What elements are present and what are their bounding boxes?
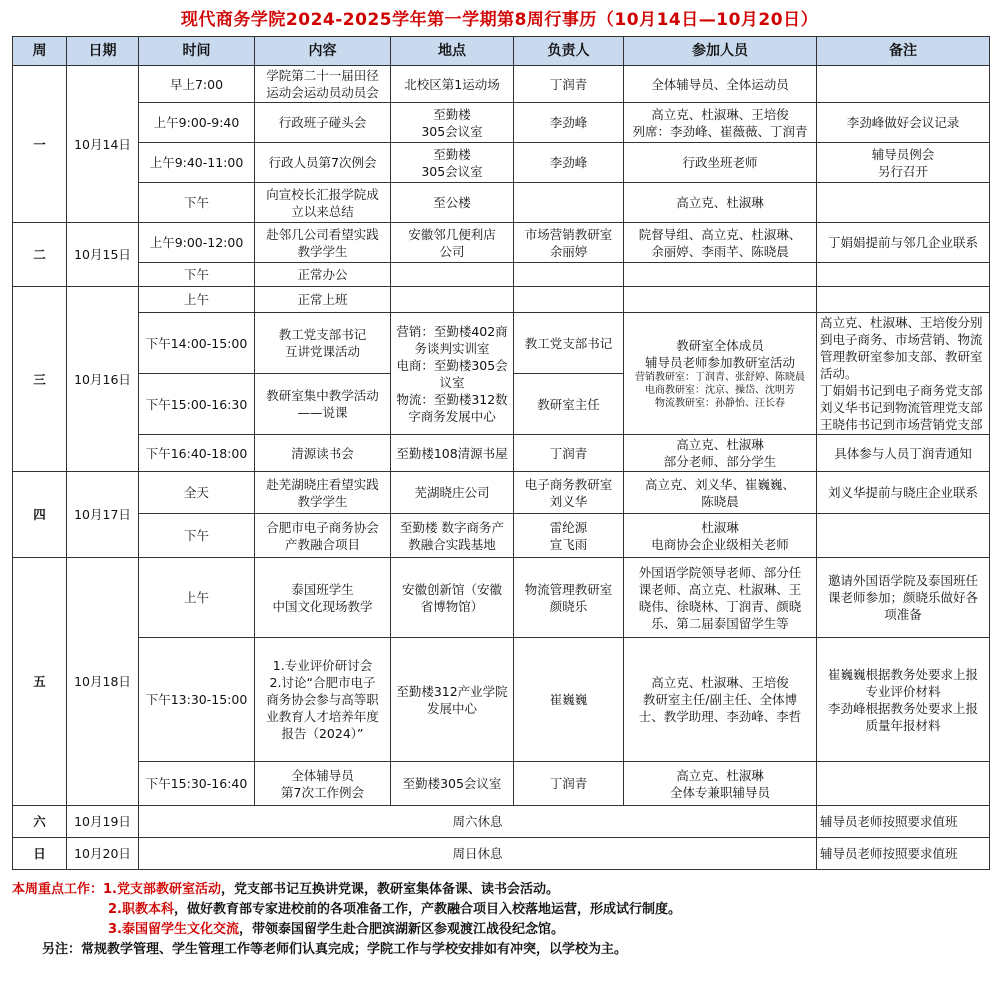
attendees-cell-line: 晓伟、徐晓林、丁润青、颜晓 xyxy=(638,598,802,614)
owner-cell-line: 刘义华 xyxy=(549,493,588,509)
owner-cell xyxy=(514,103,624,143)
content-cell xyxy=(255,374,391,435)
location-cell xyxy=(391,263,514,287)
content-cell-line: 合肥市电子商务协会 xyxy=(266,519,379,535)
location-cell-line: 至勤楼108清源书屋 xyxy=(396,445,508,461)
footer-notes xyxy=(12,880,989,960)
note-cell-line: 高立克、杜淑琳、王培俊分别到电子商务、市场营销、物流管理教研室参加支部、教研室活动。 xyxy=(820,315,983,381)
content-cell xyxy=(255,762,391,806)
content-cell-line: 教学学生 xyxy=(297,493,348,509)
note-cell-line: 丁娟娟提前与邻几企业联系 xyxy=(827,235,978,250)
note-cell xyxy=(817,313,990,435)
content-cell xyxy=(255,263,391,287)
owner-cell-line: 丁润青 xyxy=(549,445,588,461)
owner-cell xyxy=(514,143,624,183)
table-row xyxy=(13,558,990,638)
location-cell xyxy=(391,66,514,103)
attendees-cell-line: 高立克、刘义华、崔巍巍、 xyxy=(644,476,795,492)
owner-cell-line: 市场营销教研室 xyxy=(524,226,613,242)
time-cell: 上午9:00-9:40 xyxy=(139,103,255,143)
attendees-cell xyxy=(624,183,817,223)
attendees-cell-line: 士、教学助理、李劲峰、李哲 xyxy=(638,709,802,724)
date-cell: 10月17日 xyxy=(67,472,139,558)
location-cell xyxy=(391,558,514,638)
content-cell xyxy=(255,103,391,143)
attendees-cell xyxy=(624,263,817,287)
note-cell xyxy=(817,514,990,558)
note-cell-line: 具体参与人员丁润青通知 xyxy=(834,445,972,461)
attendees-cell xyxy=(624,638,817,762)
table-row xyxy=(13,638,990,762)
table-row xyxy=(13,287,990,313)
col-header-note: 备注 xyxy=(817,37,990,66)
time-cell: 下午16:40-18:00 xyxy=(139,435,255,472)
content-cell-line: 向宣校长汇报学院成 xyxy=(266,186,379,202)
content-cell-line: 赴芜湖晓庄看望实践 xyxy=(266,476,379,492)
owner-cell xyxy=(514,762,624,806)
owner-cell xyxy=(514,287,624,313)
content-cell-line: 第7次工作例会 xyxy=(281,784,364,800)
location-cell-line: 至勤楼305会议室 xyxy=(402,776,502,791)
owner-cell-line: 丁润青 xyxy=(549,776,588,791)
location-cell xyxy=(391,514,514,558)
date-cell: 10月15日 xyxy=(67,223,139,287)
content-cell-line: 正常办公 xyxy=(297,267,348,282)
attendees-cell xyxy=(624,223,817,263)
weekday-cell: 六 xyxy=(13,806,67,838)
content-cell-line: 教学学生 xyxy=(297,243,348,259)
location-cell-line: 电商：至勤楼305会议室 xyxy=(396,357,508,390)
time-cell: 上午9:40-11:00 xyxy=(139,143,255,183)
note-cell-line: 辅导员例会 xyxy=(871,146,935,162)
location-cell-line: 公司 xyxy=(439,243,465,259)
owner-cell-line: 宣飞雨 xyxy=(549,536,588,552)
content-cell-line: 2.讨论“合肥市电子 xyxy=(269,675,376,690)
content-cell xyxy=(255,143,391,183)
key-work-label: 本周重点工作： xyxy=(12,882,104,897)
time-cell: 上午9:00-12:00 xyxy=(139,223,255,263)
attendees-cell-line: 课老师、高立克、杜淑琳、王 xyxy=(638,581,802,597)
owner-cell xyxy=(514,514,624,558)
attendees-cell-line: 外国语学院领导老师、部分任 xyxy=(638,564,802,580)
content-cell-line: 清源读书会 xyxy=(291,445,354,461)
content-cell xyxy=(255,287,391,313)
attendees-detail-line: 电商教研室：沈京、操岱、沈明芳 xyxy=(645,385,795,396)
attendees-cell xyxy=(624,143,817,183)
date-cell: 10月20日 xyxy=(67,838,139,870)
location-cell-line: 物流：至勤楼312数字商务发展中心 xyxy=(396,391,508,424)
time-cell: 上午 xyxy=(139,558,255,638)
time-cell: 下午 xyxy=(139,183,255,223)
location-cell-line: 教融合实践基地 xyxy=(408,536,496,552)
note-cell xyxy=(817,143,990,183)
note-cell-line: 李劲峰做好会议记录 xyxy=(846,115,960,130)
time-cell: 全天 xyxy=(139,472,255,514)
content-cell xyxy=(255,638,391,762)
owner-cell-line: 物流管理教研室 xyxy=(524,581,613,597)
location-cell-line: 至勤楼 xyxy=(433,146,471,162)
attendees-cell-line: 乐、第二届泰国留学生等 xyxy=(651,615,789,631)
location-cell-line: 安徽创新馆（安徽 xyxy=(401,581,502,597)
attendees-detail-line: 物流教研室：孙静怡、汪长春 xyxy=(655,398,785,409)
table-row xyxy=(13,183,990,223)
date-cell: 10月16日 xyxy=(67,287,139,472)
content-cell-line: 行政人员第7次例会 xyxy=(268,155,377,170)
owner-cell-line: 教研室主任 xyxy=(537,396,600,412)
weekday-cell: 四 xyxy=(13,472,67,558)
table-row xyxy=(13,143,990,183)
content-cell xyxy=(255,223,391,263)
attendees-cell-line: 教研室主任/副主任、全体博 xyxy=(642,692,798,707)
time-cell: 下午14:00-15:00 xyxy=(139,313,255,374)
note-cell xyxy=(817,103,990,143)
location-cell xyxy=(391,638,514,762)
content-cell-line: 泰国班学生 xyxy=(291,581,354,597)
content-cell xyxy=(255,435,391,472)
attendees-cell-line: 教研室全体成员 xyxy=(676,338,764,353)
table-row xyxy=(13,806,990,838)
owner-cell-line: 丁润青 xyxy=(549,76,588,92)
attendees-cell xyxy=(624,472,817,514)
content-cell-line: 运动会运动员动员会 xyxy=(266,85,379,100)
table-row xyxy=(13,435,990,472)
table-row xyxy=(13,838,990,870)
footer-item-1: 本周重点工作：1.党支部教研室活动，党支部书记互换讲党课，教研室集体备课、读书会活动。 xyxy=(12,882,560,897)
table-row xyxy=(13,472,990,514)
col-header-week: 周 xyxy=(13,37,67,66)
note-cell xyxy=(817,638,990,762)
attendees-cell xyxy=(624,103,817,143)
location-cell-line: 至勤楼 xyxy=(433,106,471,122)
location-cell-line: 北校区第1运动场 xyxy=(404,76,500,92)
location-cell-line: 至公楼 xyxy=(433,195,471,210)
location-cell-line: 305会议室 xyxy=(421,163,483,179)
location-cell-line: 305会议室 xyxy=(421,123,483,139)
weekday-cell: 一 xyxy=(13,66,67,223)
content-cell xyxy=(255,558,391,638)
content-cell-line: 商务协会参与高等职 xyxy=(266,692,379,707)
note-cell-line: 另行召开 xyxy=(877,163,928,179)
date-cell: 10月18日 xyxy=(67,558,139,806)
weekday-cell: 二 xyxy=(13,223,67,287)
col-header-content: 内容 xyxy=(255,37,391,66)
attendees-cell-line: 高立克、杜淑琳 xyxy=(676,437,764,452)
content-cell-line: 行政班子碰头会 xyxy=(278,115,367,130)
footer-other-note: 另注：常规教学管理、学生管理工作等老师们认真完成；学院工作与学校安排如有冲突，以学校为主。 xyxy=(42,942,628,957)
content-cell-line: 业教育人才培养年度 xyxy=(266,709,379,724)
owner-cell-line: 雷纶源 xyxy=(549,519,588,535)
col-header-time: 时间 xyxy=(139,37,255,66)
content-cell-line: 互讲党课活动 xyxy=(284,344,360,359)
date-cell: 10月14日 xyxy=(67,66,139,223)
content-cell-line: ——说课 xyxy=(297,405,348,420)
content-cell-line: 中国文化现场教学 xyxy=(272,598,373,614)
content-cell-line: 1.专业评价研讨会 xyxy=(272,658,373,673)
time-cell: 上午 xyxy=(139,287,255,313)
time-cell: 下午13:30-15:00 xyxy=(139,638,255,762)
owner-cell xyxy=(514,223,624,263)
page-title: 现代商务学院2024-2025学年第一学期第8周行事历（10月14日—10月20日） xyxy=(180,9,819,30)
owner-cell-line: 颜晓乐 xyxy=(549,598,588,614)
rest-day-cell: 周六休息 xyxy=(139,806,817,838)
attendees-cell-line: 高立克、杜淑琳 xyxy=(676,767,764,783)
content-cell xyxy=(255,183,391,223)
note-cell xyxy=(817,558,990,638)
rest-day-cell: 周日休息 xyxy=(139,838,817,870)
table-row xyxy=(13,223,990,263)
attendees-cell-line: 部分老师、部分学生 xyxy=(663,454,777,469)
header-row xyxy=(13,37,990,66)
location-cell xyxy=(391,472,514,514)
location-cell-line: 至勤楼 数字商务产 xyxy=(400,519,504,535)
note-cell: 辅导员老师按照要求值班 xyxy=(817,806,990,838)
note-cell-line: 李劲峰根据教务处要求上报 xyxy=(827,700,978,716)
location-cell xyxy=(391,143,514,183)
col-header-owner: 负责人 xyxy=(514,37,624,66)
location-cell xyxy=(391,223,514,263)
owner-cell-line: 李劲峰 xyxy=(549,155,588,170)
calendar-table xyxy=(12,36,990,870)
content-cell-line: 产教融合项目 xyxy=(284,536,360,552)
location-cell xyxy=(391,287,514,313)
location-cell xyxy=(391,103,514,143)
note-cell: 辅导员老师按照要求值班 xyxy=(817,838,990,870)
owner-cell xyxy=(514,374,624,435)
content-cell-line: 教工党支部书记 xyxy=(278,327,367,342)
footer-item-2: 2.职教本科，做好教育部专家进校前的各项准备工作，产教融合项目入校落地运营，形成试行制度。 xyxy=(108,902,681,917)
weekday-cell: 日 xyxy=(13,838,67,870)
note-cell xyxy=(817,762,990,806)
col-header-date: 日期 xyxy=(67,37,139,66)
attendees-cell xyxy=(624,514,817,558)
col-header-location: 地点 xyxy=(391,37,514,66)
table-row xyxy=(13,66,990,103)
note-cell-line: 邀请外国语学院及泰国班任 xyxy=(827,573,978,588)
owner-cell-line: 余丽婷 xyxy=(549,243,588,259)
owner-cell xyxy=(514,313,624,374)
owner-cell xyxy=(514,66,624,103)
content-cell-line: 教研室集中教学活动 xyxy=(266,388,379,403)
attendees-cell-line: 余丽婷、李雨芊、陈晓晨 xyxy=(651,243,789,259)
content-cell-line: 正常上班 xyxy=(297,292,348,307)
attendees-cell-line: 电商协会企业级相关老师 xyxy=(651,536,789,552)
owner-cell-line: 教工党支部书记 xyxy=(524,335,613,351)
attendees-cell xyxy=(624,66,817,103)
weekday-cell: 三 xyxy=(13,287,67,472)
location-cell-line: 安徽邻几便利店 xyxy=(408,226,496,242)
time-cell: 下午15:30-16:40 xyxy=(139,762,255,806)
location-cell xyxy=(391,435,514,472)
owner-cell-line: 电子商务教研室 xyxy=(524,476,613,492)
time-cell: 下午 xyxy=(139,263,255,287)
note-cell-line: 项准备 xyxy=(884,607,922,622)
note-cell-line: 课老师参加；颜晓乐做好各 xyxy=(827,590,978,605)
table-row xyxy=(13,263,990,287)
attendees-cell-line: 行政坐班老师 xyxy=(682,155,758,170)
table-row xyxy=(13,762,990,806)
note-cell-line: 丁娟娟书记到电子商务党支部 xyxy=(820,383,983,398)
content-cell xyxy=(255,313,391,374)
table-row xyxy=(13,313,990,374)
attendees-cell-line: 全体专兼职辅导员 xyxy=(669,784,770,800)
owner-cell xyxy=(514,558,624,638)
content-cell-line: 报告（2024）” xyxy=(281,726,364,741)
attendees-cell xyxy=(624,558,817,638)
location-cell xyxy=(391,762,514,806)
attendees-cell-line: 全体辅导员、全体运动员 xyxy=(651,76,789,92)
attendees-cell-line: 陈晓晨 xyxy=(701,493,739,509)
note-cell-line: 专业评价材料 xyxy=(865,683,941,699)
content-cell xyxy=(255,472,391,514)
attendees-cell-line: 杜淑琳 xyxy=(701,519,739,535)
content-cell-line: 全体辅导员 xyxy=(291,767,354,783)
attendees-cell xyxy=(624,435,817,472)
attendees-cell-line: 辅导员老师参加教研室活动 xyxy=(644,355,795,370)
content-cell xyxy=(255,514,391,558)
note-cell-line: 王晓伟书记到市场营销党支部 xyxy=(820,417,983,432)
content-cell xyxy=(255,66,391,103)
note-cell xyxy=(817,435,990,472)
time-cell: 早上7:00 xyxy=(139,66,255,103)
attendees-cell xyxy=(624,287,817,313)
owner-cell-line: 崔巍巍 xyxy=(549,692,588,707)
attendees-cell-line: 高立克、杜淑琳、王培俊 xyxy=(651,106,789,122)
owner-cell-line: 李劲峰 xyxy=(549,115,588,130)
col-header-attendees: 参加人员 xyxy=(624,37,817,66)
location-cell-line: 发展中心 xyxy=(426,700,477,716)
owner-cell xyxy=(514,435,624,472)
note-cell xyxy=(817,223,990,263)
attendees-detail-line: 营销教研室：丁润青、张舒婷、陈晓晨 xyxy=(635,372,805,383)
location-cell-line: 芜湖晓庄公司 xyxy=(414,485,490,500)
attendees-cell-line: 院督导组、高立克、杜淑琳、 xyxy=(638,226,802,242)
note-cell-line: 崔巍巍根据教务处要求上报 xyxy=(827,666,978,682)
attendees-cell xyxy=(624,313,817,435)
location-cell xyxy=(391,313,514,435)
attendees-cell-line: 高立克、杜淑琳、王培俊 xyxy=(651,675,789,690)
note-cell xyxy=(817,263,990,287)
footer-item-3: 3.泰国留学生文化交流，带领泰国留学生赴合肥滨湖新区参观渡江战役纪念馆。 xyxy=(108,922,564,937)
owner-cell xyxy=(514,638,624,762)
location-cell xyxy=(391,183,514,223)
attendees-cell-line: 高立克、杜淑琳 xyxy=(676,195,764,210)
table-row xyxy=(13,514,990,558)
attendees-cell-line: 列席：李劲峰、崔薇薇、丁润青 xyxy=(632,123,808,139)
time-cell: 下午 xyxy=(139,514,255,558)
content-cell-line: 立以来总结 xyxy=(291,203,354,219)
location-cell-line: 营销：至勤楼402商务谈判实训室 xyxy=(396,323,508,356)
note-cell-line: 刘义华提前与晓庄企业联系 xyxy=(827,485,978,500)
note-cell xyxy=(817,183,990,223)
content-cell-line: 赴邻几公司看望实践 xyxy=(266,226,379,242)
note-cell xyxy=(817,287,990,313)
time-cell: 下午15:00-16:30 xyxy=(139,374,255,435)
date-cell: 10月19日 xyxy=(67,806,139,838)
owner-cell xyxy=(514,263,624,287)
table-row xyxy=(13,103,990,143)
weekday-cell: 五 xyxy=(13,558,67,806)
note-cell-line: 质量年报材料 xyxy=(865,717,941,733)
owner-cell xyxy=(514,472,624,514)
note-cell xyxy=(817,66,990,103)
note-cell-line: 刘义华书记到物流管理党支部 xyxy=(820,400,983,415)
content-cell-line: 学院第二十一届田径 xyxy=(266,68,379,83)
location-cell-line: 省博物馆） xyxy=(420,598,484,614)
owner-cell xyxy=(514,183,624,223)
location-cell-line: 至勤楼312产业学院 xyxy=(396,683,508,699)
attendees-cell xyxy=(624,762,817,806)
note-cell xyxy=(817,472,990,514)
